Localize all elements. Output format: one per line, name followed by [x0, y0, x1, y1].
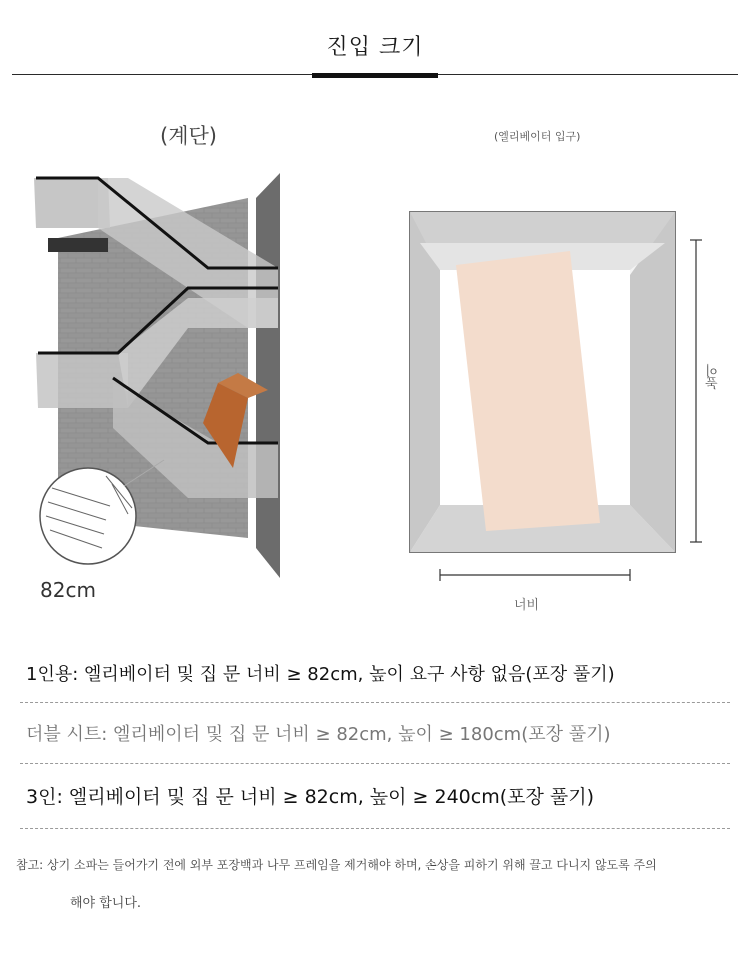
zoom-detail	[40, 468, 136, 564]
elevator-ceiling	[410, 212, 675, 243]
page-title: 진입 크기	[326, 35, 424, 60]
stairs-width-measure: 82cm	[40, 578, 96, 602]
stairs-label: (계단)	[160, 124, 217, 148]
requirement-double: 더블 시트: 엘리베이터 및 집 문 너비 ≥ 82cm, 높이 ≥ 180cm(포장 풀기)	[26, 724, 611, 745]
note-line-2: 해야 합니다.	[70, 896, 142, 911]
title-underline-accent	[312, 73, 438, 78]
width-dimension-label: 너비	[514, 598, 540, 613]
note-line-1: 참고: 상기 소파는 들어가기 전에 외부 포장백과 나무 프레임을 제거해야 하며, 손상을 피하기 위해 끌고 다니지 않도록 주의	[16, 858, 657, 872]
divider	[20, 763, 730, 764]
height-dimension-label: 높이	[706, 364, 721, 390]
side-wall	[256, 173, 280, 578]
requirement-triple: 3인: 엘리베이터 및 집 문 너비 ≥ 82cm, 높이 ≥ 240cm(포장 풀기)	[26, 786, 594, 808]
stairwell-illustration	[28, 168, 288, 580]
requirement-single: 1인용: 엘리베이터 및 집 문 너비 ≥ 82cm, 높이 요구 사항 없음(포장 풀기)	[26, 664, 615, 685]
divider	[20, 702, 730, 703]
landing-shadow	[48, 238, 108, 252]
divider	[20, 828, 730, 829]
elevator-illustration	[400, 205, 710, 595]
elevator-label: (엘리베이터 입구)	[494, 130, 581, 143]
